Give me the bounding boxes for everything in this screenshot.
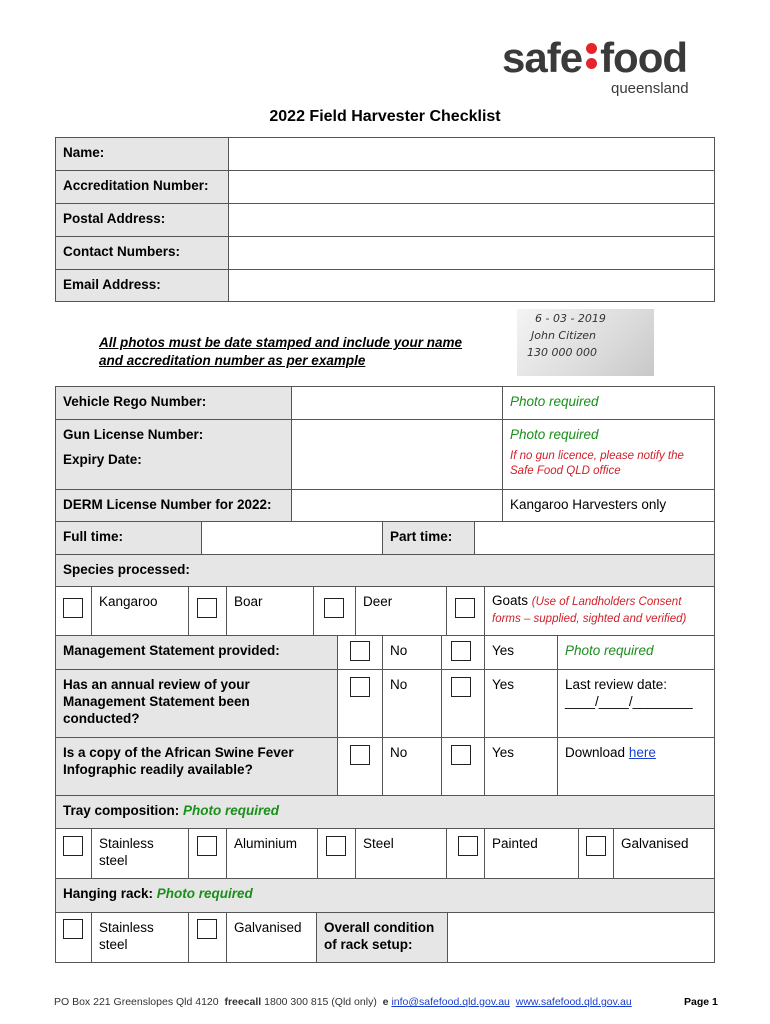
tray-galvanised-label: Galvanised xyxy=(613,828,715,879)
gun-license-label: Gun License Number: xyxy=(63,427,204,442)
asf-yes-label: Yes xyxy=(484,737,558,796)
logo-word-food: food xyxy=(600,34,688,81)
expiry-label: Expiry Date: xyxy=(63,452,142,467)
management-label: Management Statement provided: xyxy=(55,635,338,670)
goats-note-1: (Use of Landholders Consent xyxy=(531,596,682,608)
asf-question: Is a copy of the African Swine Fever Infographic readily available? xyxy=(55,737,338,796)
name-label: Name: xyxy=(55,137,229,171)
footer-freecall: 1800 300 815 (Qld only) xyxy=(264,996,377,1008)
no-licence-note-1: If no gun licence, please notify the xyxy=(510,450,684,462)
rack-galvanised-label: Galvanised xyxy=(226,912,317,963)
rack-condition-label: Overall condition of rack setup: xyxy=(316,912,448,963)
footer-email-link[interactable]: info@safefood.qld.gov.au xyxy=(391,996,510,1008)
goats-note-2: forms – supplied, sighted and verified) xyxy=(492,613,687,625)
goats-label: Goats xyxy=(492,593,529,608)
contact-label: Contact Numbers: xyxy=(55,236,229,270)
review-yes-label: Yes xyxy=(484,669,558,738)
gun-photo-note: Photo required xyxy=(510,427,599,442)
last-review-label: Last review date: xyxy=(565,677,668,692)
asf-yes-checkbox[interactable] xyxy=(451,745,471,765)
part-time-field[interactable] xyxy=(474,521,715,555)
derm-note: Kangaroo Harvesters only xyxy=(502,489,715,522)
species-heading: Species processed: xyxy=(55,554,715,587)
management-yes-checkbox[interactable] xyxy=(451,641,471,661)
goats-checkbox[interactable] xyxy=(455,598,475,618)
logo-subtitle: queensland xyxy=(611,80,689,97)
contact-field[interactable] xyxy=(228,236,715,270)
review-yes-checkbox[interactable] xyxy=(451,677,471,697)
tray-heading xyxy=(55,795,715,829)
safefood-logo xyxy=(502,34,687,82)
review-no-checkbox[interactable] xyxy=(350,677,370,697)
asf-no-label: No xyxy=(382,737,442,796)
page-title: 2022 Field Harvester Checklist xyxy=(269,108,501,125)
logo-dots-icon xyxy=(583,38,599,72)
page-number: Page 1 xyxy=(684,996,718,1008)
rack-stainless-label: Stainless steel xyxy=(91,912,189,963)
vehicle-rego-label: Vehicle Rego Number: xyxy=(55,386,292,420)
no-licence-note-2: Safe Food QLD office xyxy=(510,465,621,477)
tray-photo-note: Photo required xyxy=(183,803,280,818)
tray-aluminium-checkbox[interactable] xyxy=(197,836,217,856)
management-photo-note: Photo required xyxy=(557,635,715,670)
footer-email-label: e xyxy=(382,996,389,1008)
goats-cell xyxy=(484,586,715,636)
example-date: 6 - 03 - 2019 xyxy=(535,312,606,325)
rack-heading xyxy=(55,878,715,913)
review-no-label: No xyxy=(382,669,442,738)
postal-label: Postal Address: xyxy=(55,203,229,237)
part-time-label: Part time: xyxy=(382,521,475,555)
tray-painted-label: Painted xyxy=(484,828,579,879)
footer-freecall-label: freecall xyxy=(224,996,262,1008)
gun-note-cell xyxy=(502,419,715,490)
boar-checkbox[interactable] xyxy=(197,598,217,618)
rack-stainless-checkbox[interactable] xyxy=(63,919,83,939)
accreditation-label: Accreditation Number: xyxy=(55,170,229,204)
photo-instruction: All photos must be date stamped and include your name and accreditation number as per example xyxy=(99,335,463,368)
example-name: John Citizen xyxy=(531,329,597,342)
kangaroo-checkbox[interactable] xyxy=(63,598,83,618)
last-review-cell[interactable] xyxy=(557,669,715,738)
rack-photo-note: Photo required xyxy=(156,886,253,901)
gun-license-field[interactable] xyxy=(291,419,503,490)
download-text: Download xyxy=(565,745,626,760)
tray-aluminium-label: Aluminium xyxy=(226,828,318,879)
accreditation-field[interactable] xyxy=(228,170,715,204)
full-time-label: Full time: xyxy=(55,521,202,555)
email-label: Email Address: xyxy=(55,269,229,302)
example-number: 130 000 000 xyxy=(527,346,597,359)
footer-address: PO Box 221 Greenslopes Qld 4120 xyxy=(54,996,219,1008)
example-photo xyxy=(517,309,654,376)
tray-stainless-label: Stainless steel xyxy=(91,828,189,879)
tray-galvanised-checkbox[interactable] xyxy=(586,836,606,856)
tray-steel-label: Steel xyxy=(355,828,447,879)
deer-checkbox[interactable] xyxy=(324,598,344,618)
footer xyxy=(54,996,632,1008)
derm-field[interactable] xyxy=(291,489,503,522)
deer-label: Deer xyxy=(355,586,447,636)
gun-license-cell xyxy=(55,419,292,490)
rack-condition-field[interactable] xyxy=(447,912,715,963)
tray-steel-checkbox[interactable] xyxy=(326,836,346,856)
review-question: Has an annual review of your Management Statement been conducted? xyxy=(55,669,338,738)
download-here-link[interactable]: here xyxy=(628,745,656,760)
management-no-label: No xyxy=(382,635,442,670)
vehicle-rego-field[interactable] xyxy=(291,386,503,420)
rack-heading-label: Hanging rack: xyxy=(63,886,154,901)
management-yes-label: Yes xyxy=(484,635,558,670)
asf-download-cell xyxy=(557,737,715,796)
footer-website-link[interactable]: www.safefood.qld.gov.au xyxy=(515,996,632,1008)
name-field[interactable] xyxy=(228,137,715,171)
tray-stainless-checkbox[interactable] xyxy=(63,836,83,856)
last-review-date: ____/____/________ xyxy=(565,694,693,709)
management-no-checkbox[interactable] xyxy=(350,641,370,661)
tray-heading-label: Tray composition: xyxy=(63,803,180,818)
email-field[interactable] xyxy=(228,269,715,302)
vehicle-photo-note: Photo required xyxy=(502,386,715,420)
derm-label: DERM License Number for 2022: xyxy=(55,489,292,522)
postal-field[interactable] xyxy=(228,203,715,237)
boar-label: Boar xyxy=(226,586,314,636)
asf-no-checkbox[interactable] xyxy=(350,745,370,765)
kangaroo-label: Kangaroo xyxy=(91,586,189,636)
rack-galvanised-checkbox[interactable] xyxy=(197,919,217,939)
full-time-field[interactable] xyxy=(201,521,383,555)
logo-word-safe: safe xyxy=(502,34,583,81)
tray-painted-checkbox[interactable] xyxy=(458,836,478,856)
